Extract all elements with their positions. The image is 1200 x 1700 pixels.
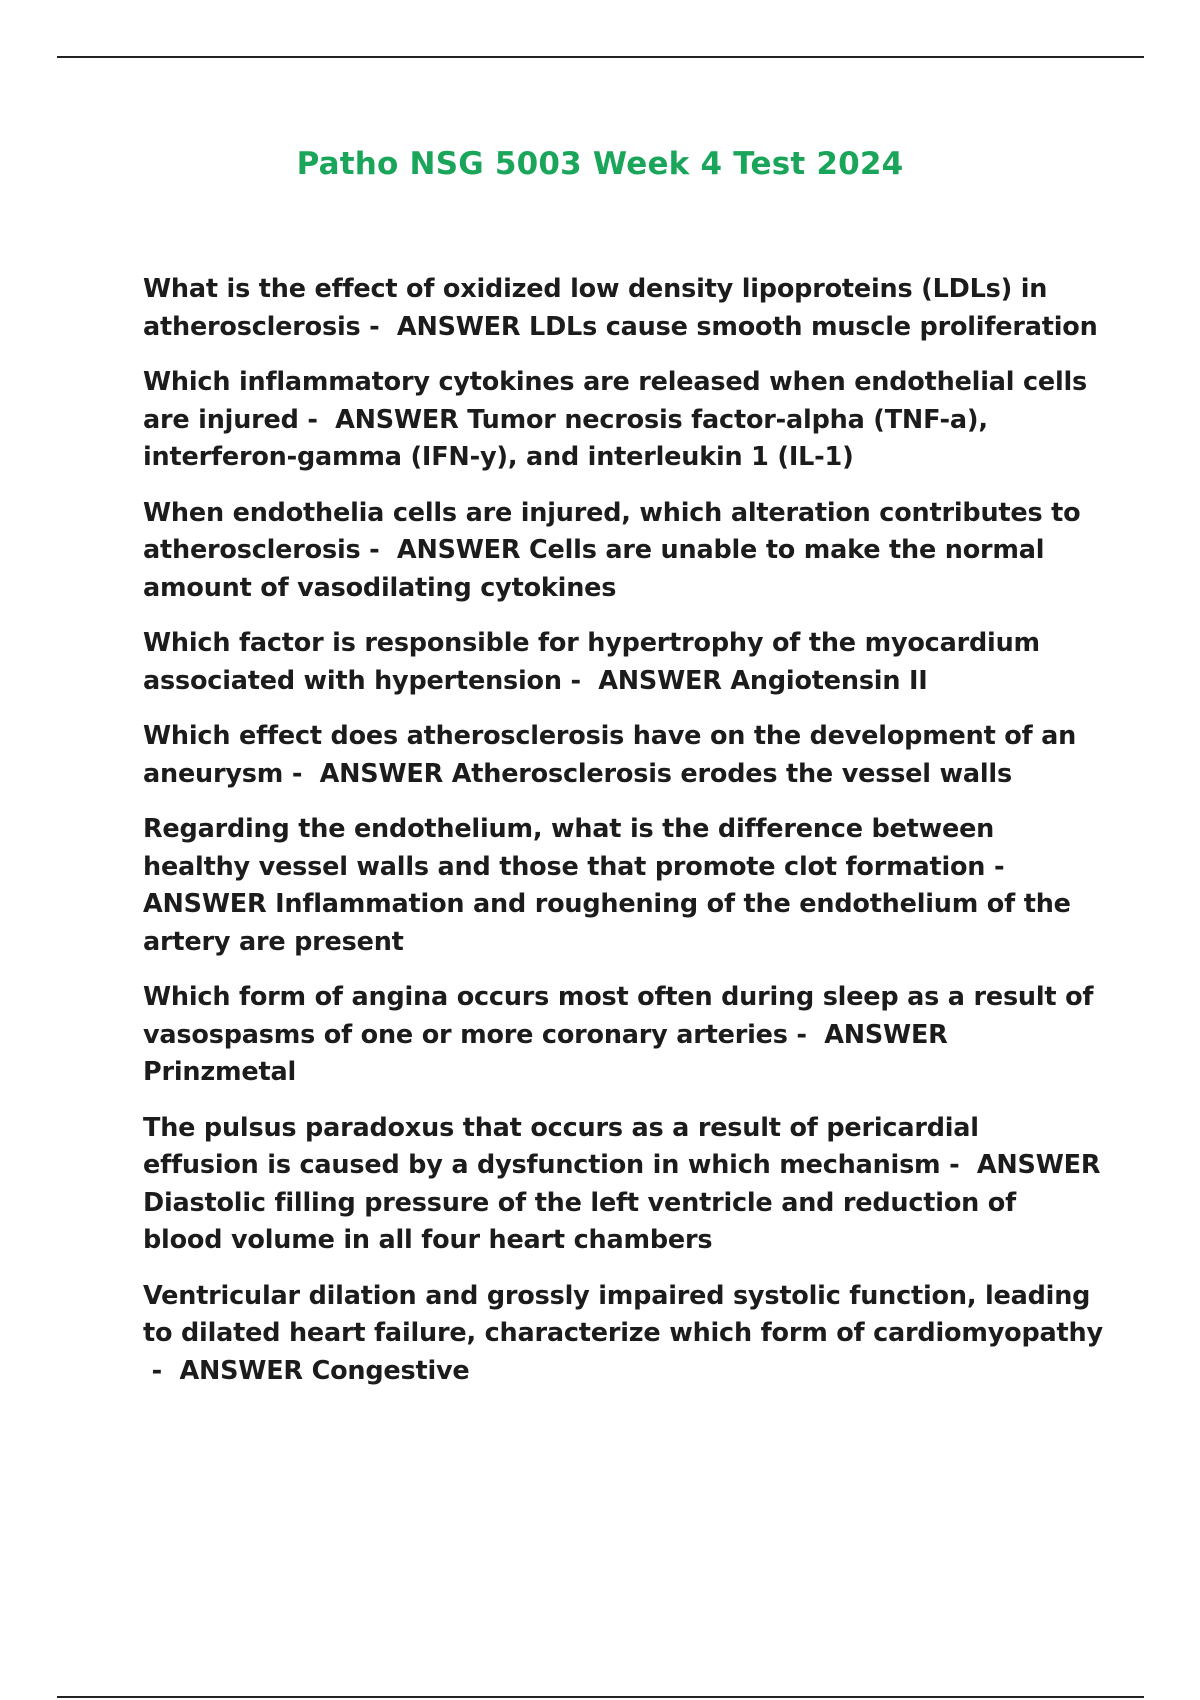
question-text: Which form of angina occurs most often during sleep as a result of vasospasms of one or more coronary arteries	[143, 982, 1094, 1050]
separator: -	[985, 851, 1014, 882]
question-text: Which inflammatory cytokines are released when endothelial cells are injured	[143, 367, 1088, 435]
answer-text: Diastolic filling pressure of the left ventricle and reduction of blood volume in all four heart chambers	[143, 1187, 1016, 1255]
qa-item	[143, 811, 1103, 961]
answer-text: Atherosclerosis erodes the vessel walls	[451, 758, 1012, 789]
answer-label: ANSWER	[976, 1150, 1101, 1180]
question-text: When endothelia cells are injured, which alteration contributes to atherosclerosis	[143, 497, 1081, 565]
question-text: Which effect does atherosclerosis have on the development of an aneurysm	[143, 721, 1077, 789]
document-title: Patho NSG 5003 Week 4 Test 2024	[296, 146, 904, 182]
qa-item	[143, 495, 1103, 608]
qa-item	[143, 364, 1103, 477]
answer-text: Cells are unable to make the normal amount of vasodilating cytokines	[143, 535, 1045, 603]
separator: -	[787, 1019, 816, 1050]
answer-label: ANSWER	[179, 1355, 303, 1386]
separator: -	[143, 1355, 171, 1386]
answer-label: ANSWER	[143, 889, 267, 919]
qa-item	[143, 271, 1103, 346]
answer-label: ANSWER	[319, 758, 444, 789]
qa-item	[143, 1278, 1103, 1391]
answer-text: Congestive	[311, 1355, 470, 1386]
question-text: Which factor is responsible for hypertrophy of the myocardium associated with hypertension	[143, 628, 1040, 696]
answer-text: Angiotensin II	[730, 665, 928, 696]
answer-label: ANSWER	[396, 535, 521, 565]
qa-item	[143, 625, 1103, 700]
qa-item	[143, 718, 1103, 793]
separator: -	[298, 404, 327, 435]
separator: -	[360, 535, 389, 565]
answer-label: ANSWER	[335, 404, 459, 435]
question-text: The pulsus paradoxus that occurs as a result of pericardial effusion is caused by a dysfunction in which mechanism	[143, 1112, 979, 1180]
qa-list	[143, 271, 1103, 1408]
question-text: Ventricular dilation and grossly impaired systolic function, leading to dilated heart failure, characterize which form of cardiomyopathy	[143, 1280, 1103, 1348]
answer-label: ANSWER	[824, 1019, 948, 1050]
separator: -	[283, 758, 311, 789]
answer-label: ANSWER	[396, 311, 521, 342]
question-text: What is the effect of oxidized low density lipoproteins (LDLs) in atherosclerosis	[143, 274, 1048, 342]
separator: -	[561, 665, 590, 696]
separator: -	[360, 311, 389, 342]
answer-text: Tumor necrosis factor-alpha (TNF-a), interferon-gamma (IFN-y), and interleukin 1 (IL-1)	[143, 404, 988, 472]
separator: -	[940, 1150, 969, 1180]
answer-label: ANSWER	[598, 665, 722, 696]
answer-text: Inflammation and roughening of the endothelium of the artery are present	[143, 889, 1071, 957]
answer-text: Prinzmetal	[143, 1057, 297, 1087]
qa-item	[143, 979, 1103, 1092]
qa-item	[143, 1110, 1103, 1260]
top-rule	[57, 56, 1144, 58]
question-text: Regarding the endothelium, what is the difference between healthy vessel walls and those that promote clot formation	[143, 814, 995, 882]
answer-text: LDLs cause smooth muscle proliferation	[529, 311, 1098, 342]
bottom-rule	[57, 1696, 1144, 1698]
